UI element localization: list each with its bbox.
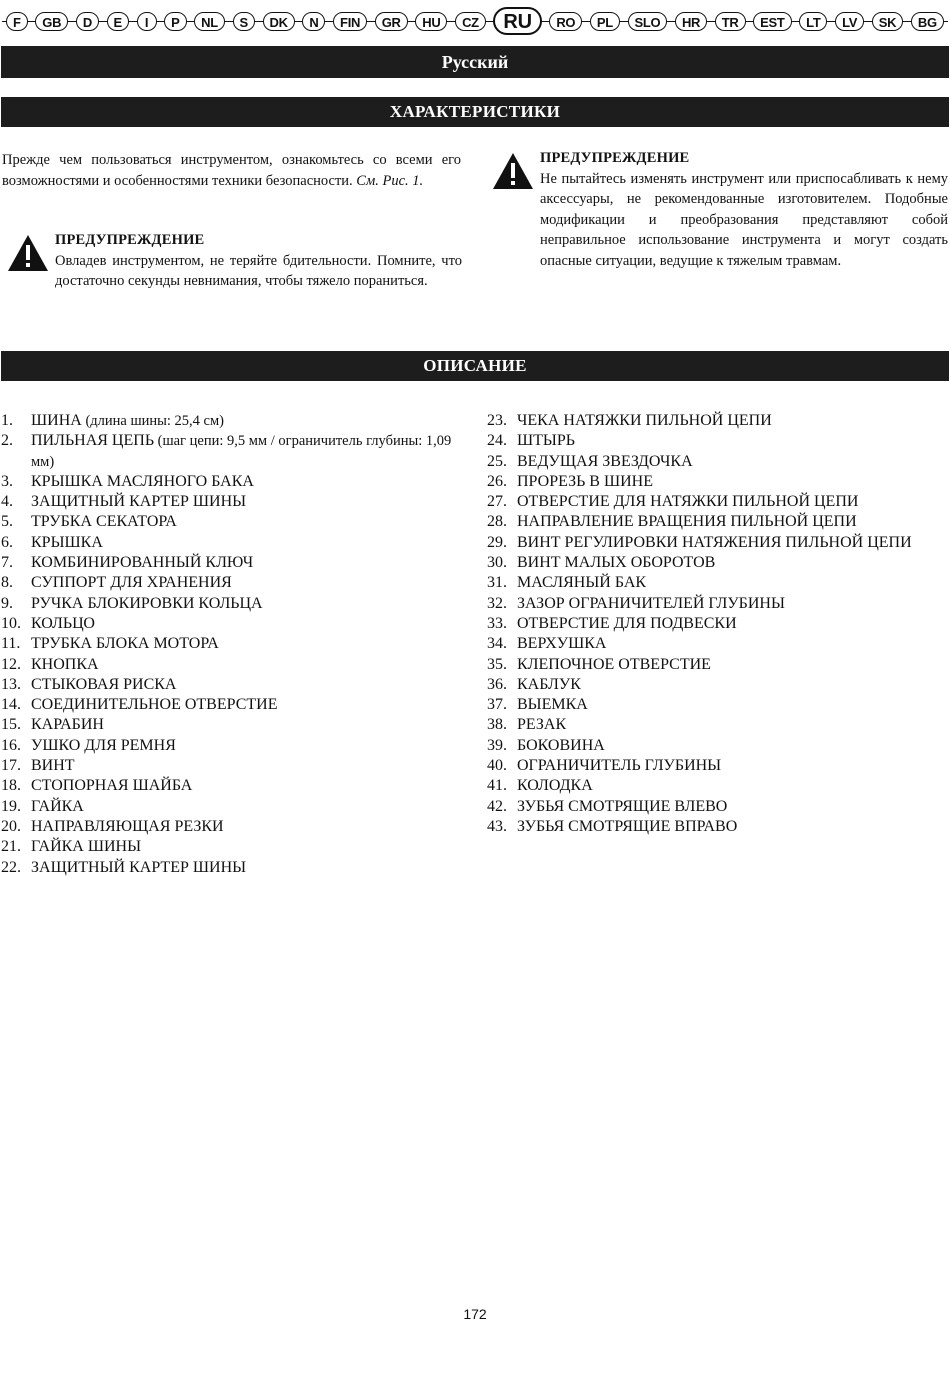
item-label: СУППОРТ ДЛЯ ХРАНЕНИЯ bbox=[31, 574, 232, 592]
item-label: ТРУБКА СЕКАТОРА bbox=[31, 513, 177, 531]
language-tab-nl: NL bbox=[194, 12, 225, 31]
list-item bbox=[1, 736, 461, 756]
language-tab-lt: LT bbox=[799, 12, 827, 31]
parts-list-right bbox=[487, 411, 917, 837]
item-label: ВЕДУЩАЯ ЗВЕЗДОЧКА bbox=[517, 452, 693, 470]
item-number: 31. bbox=[487, 574, 507, 592]
item-label: КАБЛУК bbox=[517, 675, 581, 693]
item-label: КОЛОДКА bbox=[517, 777, 593, 795]
list-item bbox=[487, 553, 917, 573]
list-item bbox=[487, 715, 917, 735]
section-heading-description: ОПИСАНИЕ bbox=[1, 351, 949, 381]
language-tab-hu: HU bbox=[415, 12, 447, 31]
item-label: ВИНТ bbox=[31, 757, 75, 775]
list-item bbox=[487, 695, 917, 715]
item-label: ПРОРЕЗЬ В ШИНЕ bbox=[517, 472, 653, 490]
item-label: ОТВЕРСТИЕ ДЛЯ НАТЯЖКИ ПИЛЬНОЙ ЦЕПИ bbox=[517, 493, 859, 511]
language-tab-sk: SK bbox=[872, 12, 903, 31]
list-item bbox=[1, 533, 461, 553]
item-number: 29. bbox=[487, 533, 507, 551]
item-label: РЕЗАК bbox=[517, 716, 567, 734]
item-label: СТОПОРНАЯ ШАЙБА bbox=[31, 777, 193, 795]
list-item bbox=[1, 837, 461, 857]
list-item bbox=[487, 817, 917, 837]
item-number: 24. bbox=[487, 432, 507, 450]
item-label: КРЫШКА МАСЛЯНОГО БАКА bbox=[31, 472, 254, 490]
item-label: НАПРАВЛЯЮЩАЯ РЕЗКИ bbox=[31, 817, 224, 835]
item-label: ЧЕКА НАТЯЖКИ ПИЛЬНОЙ ЦЕПИ bbox=[517, 412, 772, 429]
section-heading-characteristics: ХАРАКТЕРИСТИКИ bbox=[1, 97, 949, 127]
list-item bbox=[487, 472, 917, 492]
item-label: ЗАЩИТНЫЙ КАРТЕР ШИНЫ bbox=[31, 493, 247, 511]
item-number: 36. bbox=[487, 675, 507, 693]
list-item bbox=[1, 492, 461, 512]
item-label: ТРУБКА БЛОКА МОТОРА bbox=[31, 635, 219, 653]
language-tab-n: N bbox=[302, 12, 325, 31]
item-number: 37. bbox=[487, 696, 507, 714]
item-number: 28. bbox=[487, 513, 507, 531]
item-number: 35. bbox=[487, 655, 507, 673]
item-number: 8. bbox=[1, 574, 13, 592]
language-tab-pl: PL bbox=[590, 12, 620, 31]
language-tab-bg: BG bbox=[911, 12, 944, 31]
item-number: 34. bbox=[487, 635, 507, 653]
item-label: ВЫЕМКА bbox=[517, 696, 588, 714]
language-tab-cz: CZ bbox=[455, 12, 486, 31]
item-label: ОГРАНИЧИТЕЛЬ ГЛУБИНЫ bbox=[517, 757, 722, 775]
item-label: МАСЛЯНЫЙ БАК bbox=[517, 574, 647, 592]
item-label: СТЫКОВАЯ РИСКА bbox=[31, 675, 177, 693]
warning-triangle-icon bbox=[492, 152, 534, 190]
list-item bbox=[487, 512, 917, 532]
language-tab-e: E bbox=[107, 12, 129, 31]
language-tab-gb: GB bbox=[35, 12, 68, 31]
figure-reference: См. Рис. 1. bbox=[356, 172, 424, 189]
item-number: 9. bbox=[1, 594, 13, 612]
item-number: 6. bbox=[1, 533, 13, 551]
item-number: 4. bbox=[1, 493, 13, 511]
item-number: 41. bbox=[487, 777, 507, 795]
item-label: ВИНТ РЕГУЛИРОВКИ НАТЯЖЕНИЯ ПИЛЬНОЙ ЦЕПИ bbox=[517, 533, 912, 551]
list-item bbox=[487, 492, 917, 512]
item-note: (длина шины: 25,4 см) bbox=[81, 413, 224, 429]
item-label: ЗУБЬЯ СМОТРЯЩИЕ ВПРАВО bbox=[517, 817, 738, 835]
list-item bbox=[1, 614, 461, 634]
item-number: 43. bbox=[487, 817, 507, 835]
item-number: 32. bbox=[487, 594, 507, 612]
item-label: ВИНТ МАЛЫХ ОБОРОТОВ bbox=[517, 554, 716, 572]
item-number: 30. bbox=[487, 554, 507, 572]
list-item bbox=[487, 614, 917, 634]
item-number: 40. bbox=[487, 757, 507, 775]
language-tabs bbox=[6, 9, 944, 33]
intro-paragraph bbox=[2, 150, 461, 191]
item-label: ШТЫРЬ bbox=[517, 432, 575, 450]
list-item bbox=[1, 594, 461, 614]
list-item bbox=[487, 533, 917, 553]
language-tab-p: P bbox=[164, 12, 186, 31]
list-item bbox=[1, 817, 461, 837]
item-label: КАРАБИН bbox=[31, 716, 104, 734]
item-number: 5. bbox=[1, 513, 13, 531]
item-number: 33. bbox=[487, 614, 507, 632]
list-item bbox=[1, 472, 461, 492]
item-number: 16. bbox=[1, 736, 21, 754]
language-tab-ro: RO bbox=[549, 12, 582, 31]
list-item bbox=[1, 797, 461, 817]
language-tab-f: F bbox=[6, 12, 28, 31]
language-tab-dk: DK bbox=[263, 12, 295, 31]
language-tab-d: D bbox=[76, 12, 99, 31]
item-label: СОЕДИНИТЕЛЬНОЕ ОТВЕРСТИЕ bbox=[31, 696, 278, 714]
page-number: 172 bbox=[463, 1306, 487, 1322]
language-tab-fin: FIN bbox=[333, 12, 367, 31]
list-item bbox=[1, 411, 461, 431]
list-item bbox=[1, 695, 461, 715]
list-item bbox=[1, 756, 461, 776]
parts-list-left bbox=[1, 411, 461, 878]
item-label: БОКОВИНА bbox=[517, 736, 605, 754]
warning-heading: ПРЕДУПРЕЖДЕНИЕ bbox=[55, 232, 205, 248]
item-number: 1. bbox=[1, 412, 13, 429]
item-number: 23. bbox=[487, 412, 507, 429]
list-item bbox=[487, 736, 917, 756]
warning-triangle-icon bbox=[7, 234, 49, 272]
warning-heading: ПРЕДУПРЕЖДЕНИЕ bbox=[540, 150, 690, 166]
list-item bbox=[1, 715, 461, 735]
language-tab-s: S bbox=[233, 12, 255, 31]
item-label: КОЛЬЦО bbox=[31, 614, 95, 632]
list-item bbox=[1, 512, 461, 532]
list-item bbox=[487, 776, 917, 796]
item-label: ВЕРХУШКА bbox=[517, 635, 607, 653]
list-item bbox=[487, 655, 917, 675]
item-label: КНОПКА bbox=[31, 655, 99, 673]
language-tab-tr: TR bbox=[715, 12, 746, 31]
item-number: 11. bbox=[1, 635, 21, 653]
item-number: 14. bbox=[1, 696, 21, 714]
item-number: 22. bbox=[1, 858, 21, 876]
item-number: 38. bbox=[487, 716, 507, 734]
list-item bbox=[1, 776, 461, 796]
list-item bbox=[1, 675, 461, 695]
language-tab-ru: RU bbox=[493, 7, 541, 35]
item-number: 42. bbox=[487, 797, 507, 815]
list-item bbox=[1, 858, 461, 878]
item-number: 15. bbox=[1, 716, 21, 734]
language-tab-hr: HR bbox=[675, 12, 707, 31]
warning-text-right bbox=[540, 148, 948, 271]
language-tab-i: I bbox=[137, 12, 157, 31]
item-number: 2. bbox=[1, 432, 13, 450]
item-label: КЛЕПОЧНОЕ ОТВЕРСТИЕ bbox=[517, 655, 711, 673]
language-tab-lv: LV bbox=[835, 12, 864, 31]
list-item bbox=[1, 553, 461, 573]
item-label: КОМБИНИРОВАННЫЙ КЛЮЧ bbox=[31, 554, 254, 572]
language-tab-gr: GR bbox=[375, 12, 408, 31]
item-number: 26. bbox=[487, 472, 507, 490]
item-number: 13. bbox=[1, 675, 21, 693]
item-label: ГАЙКА ШИНЫ bbox=[31, 838, 142, 856]
item-number: 25. bbox=[487, 452, 507, 470]
item-label: НАПРАВЛЕНИЕ ВРАЩЕНИЯ ПИЛЬНОЙ ЦЕПИ bbox=[517, 513, 857, 531]
item-number: 21. bbox=[1, 838, 21, 856]
item-label: ШИНА bbox=[31, 412, 82, 429]
language-tab-row bbox=[6, 9, 944, 33]
language-tab-slo: SLO bbox=[628, 12, 668, 31]
item-label: ЗАЩИТНЫЙ КАРТЕР ШИНЫ bbox=[31, 858, 247, 876]
list-item bbox=[1, 634, 461, 654]
list-item bbox=[487, 594, 917, 614]
item-number: 7. bbox=[1, 554, 13, 572]
list-item bbox=[487, 452, 917, 472]
list-item bbox=[487, 431, 917, 451]
item-label: КРЫШКА bbox=[31, 533, 103, 551]
item-label: ОТВЕРСТИЕ ДЛЯ ПОДВЕСКИ bbox=[517, 614, 737, 632]
item-label: УШКО ДЛЯ РЕМНЯ bbox=[31, 736, 176, 754]
intro-text: Прежде чем пользоваться инструментом, ознакомьтесь со всеми его возможностями и особенностями техники безопасности. bbox=[2, 152, 461, 189]
list-item bbox=[1, 655, 461, 675]
item-label: ЗАЗОР ОГРАНИЧИТЕЛЕЙ ГЛУБИНЫ bbox=[517, 594, 785, 612]
item-number: 27. bbox=[487, 493, 507, 511]
item-label: ГАЙКА bbox=[31, 797, 84, 815]
item-number: 19. bbox=[1, 797, 21, 815]
item-number: 10. bbox=[1, 614, 21, 632]
item-label: ПИЛЬНАЯ ЦЕПЬ bbox=[31, 432, 154, 450]
list-item bbox=[487, 411, 917, 431]
warning-text-left bbox=[55, 230, 462, 292]
item-label: РУЧКА БЛОКИРОВКИ КОЛЬЦА bbox=[31, 594, 263, 612]
item-label: ЗУБЬЯ СМОТРЯЩИЕ ВЛЕВО bbox=[517, 797, 728, 815]
list-item bbox=[487, 797, 917, 817]
item-number: 39. bbox=[487, 736, 507, 754]
list-item bbox=[1, 573, 461, 593]
item-number: 20. bbox=[1, 817, 21, 835]
item-number: 12. bbox=[1, 655, 21, 673]
item-number: 18. bbox=[1, 777, 21, 795]
warning-body: Овладев инструментом, не теряйте бдительности. Помните, что достаточно секунды невнимания, чтобы тяжело пораниться. bbox=[55, 252, 462, 289]
language-title-bar: Русский bbox=[1, 46, 949, 78]
item-number: 17. bbox=[1, 757, 21, 775]
warning-body: Не пытайтесь изменять инструмент или приспосабливать к нему аксессуары, не рекомендованные изготовителем. Подобные модификации и преобразования представляют собой неправильное использование инструмента и могут создать опасные ситуации, ведущие к тяжелым травмам. bbox=[540, 170, 948, 269]
list-item bbox=[487, 634, 917, 654]
list-item bbox=[487, 675, 917, 695]
list-item bbox=[1, 431, 461, 472]
item-number: 3. bbox=[1, 472, 13, 490]
item-note: (шаг цепи: 9,5 мм / ограничитель глубины: 1,09 мм) bbox=[31, 433, 452, 470]
list-item bbox=[487, 756, 917, 776]
language-tab-est: EST bbox=[753, 12, 791, 31]
list-item bbox=[487, 573, 917, 593]
